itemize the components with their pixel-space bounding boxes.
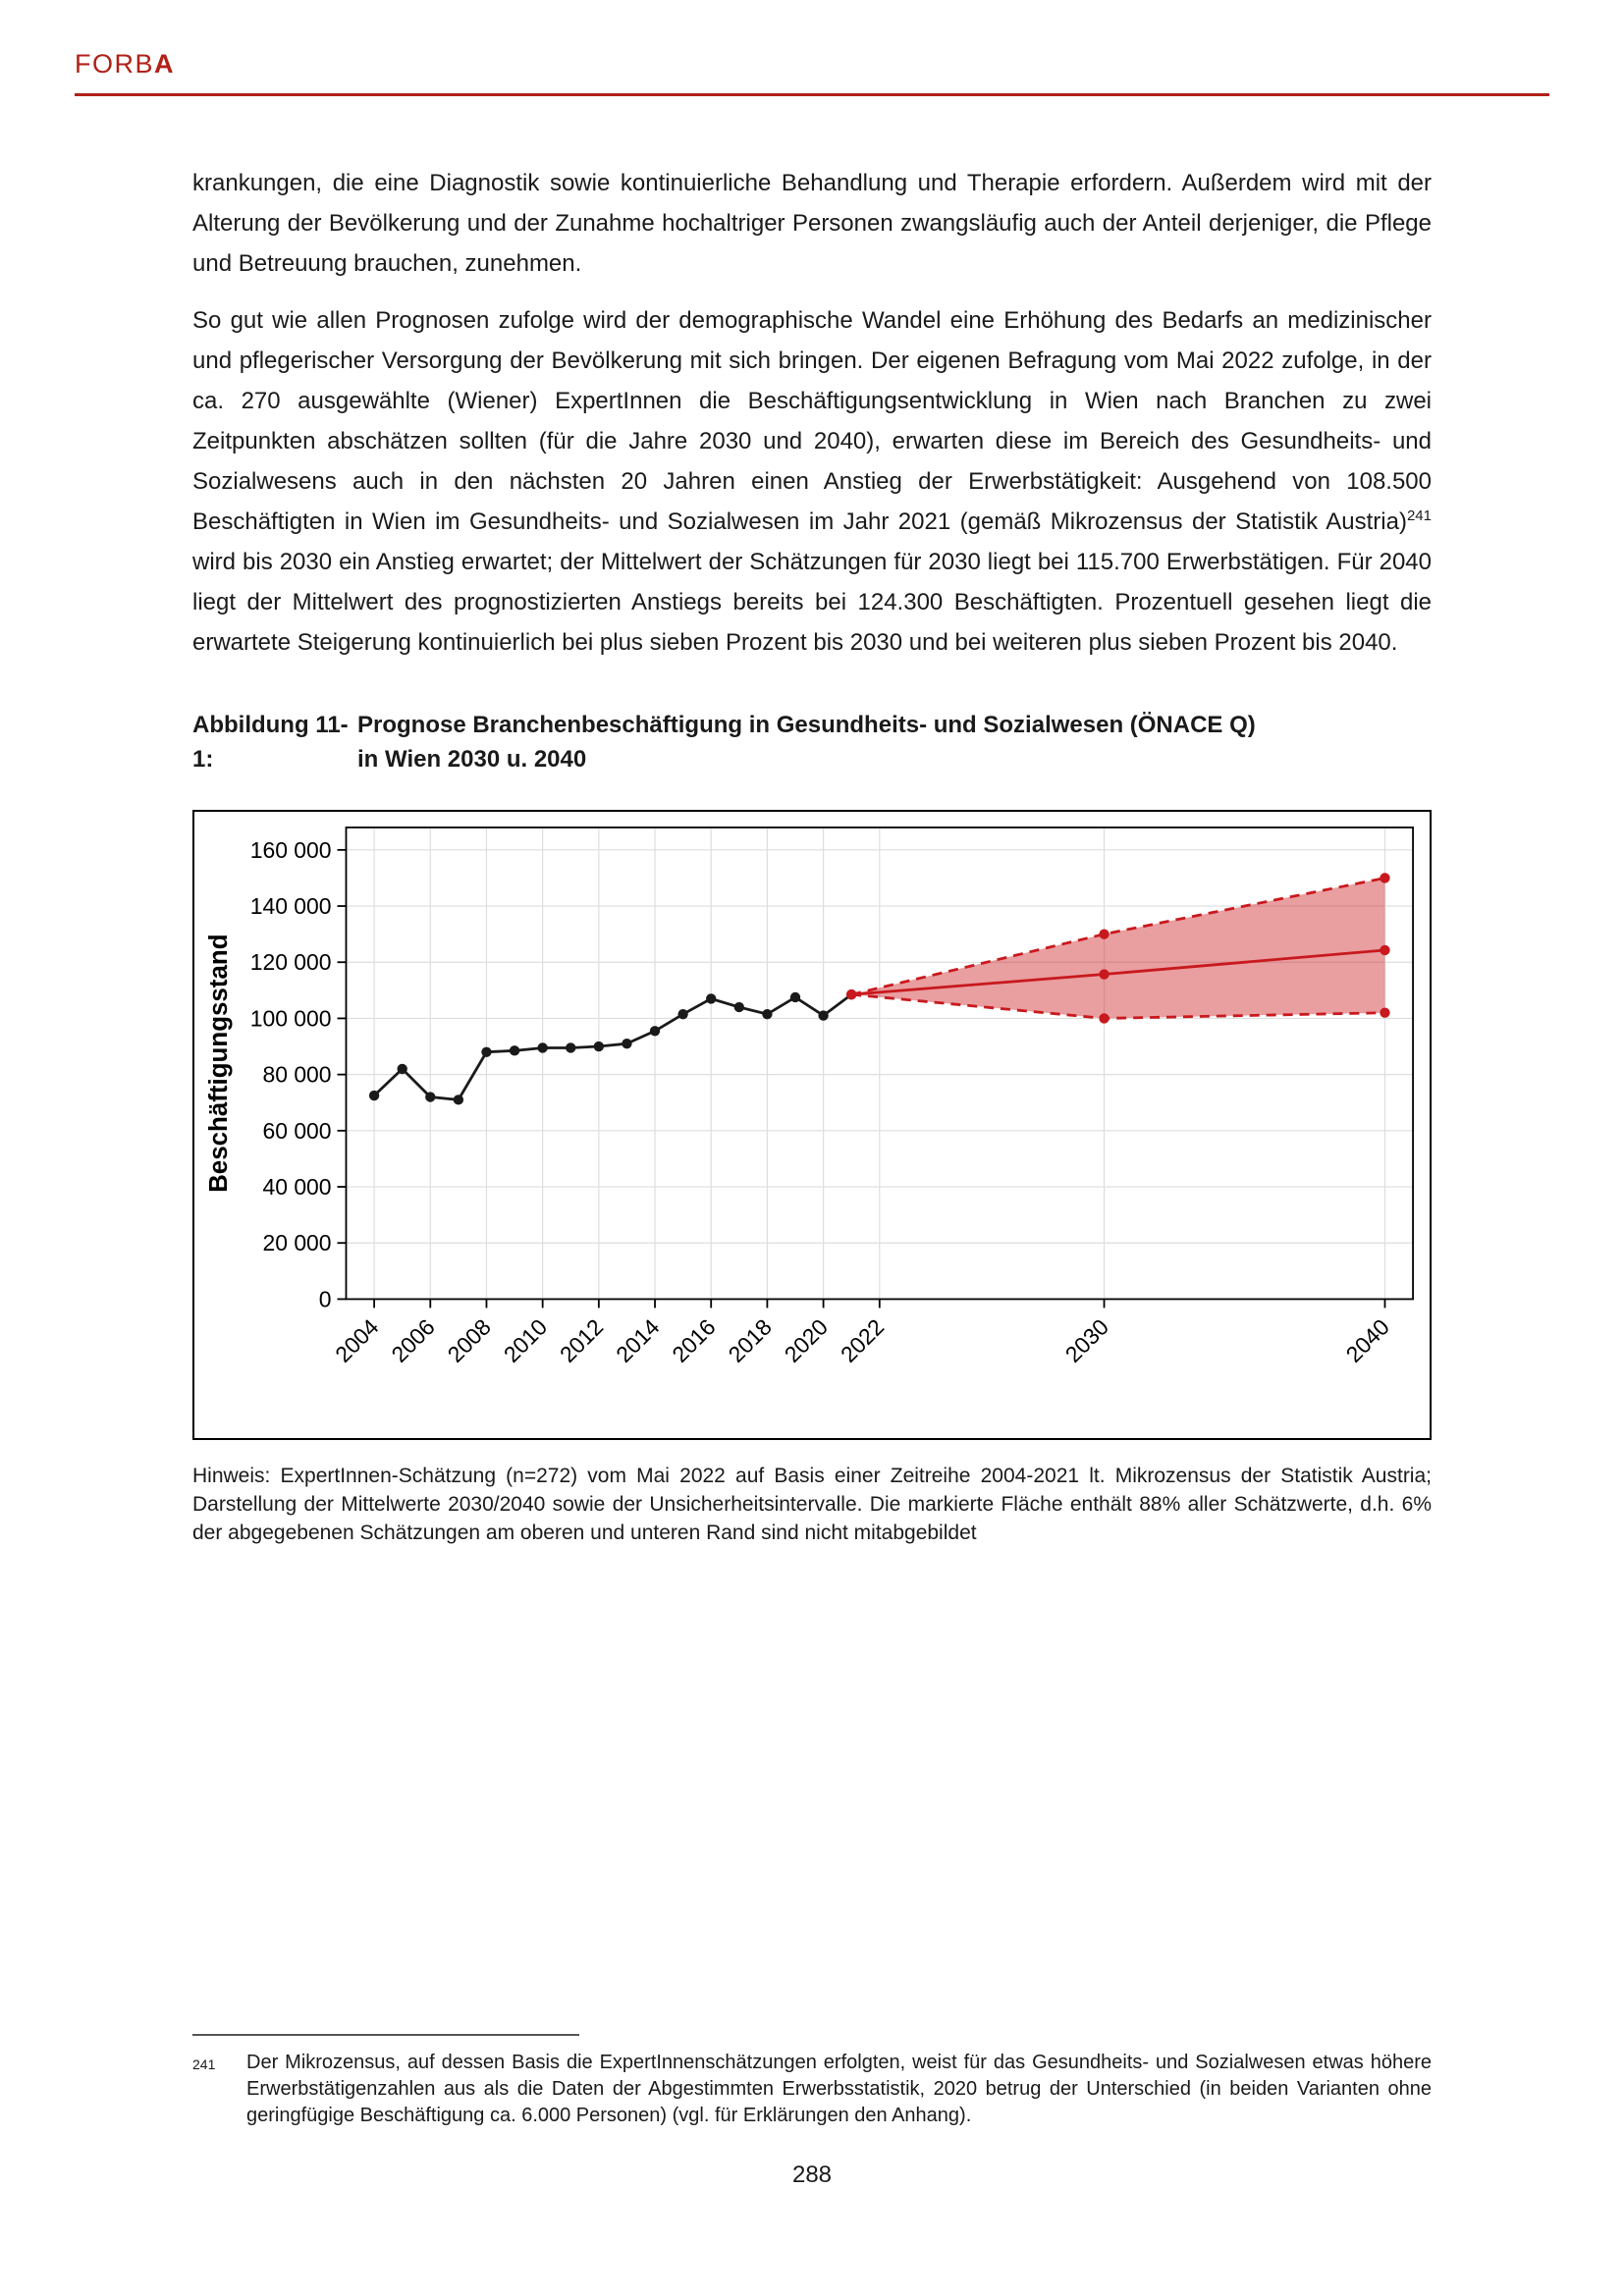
header-rule xyxy=(75,93,1549,96)
brand-prefix: FORB xyxy=(75,49,155,79)
svg-text:2008: 2008 xyxy=(442,1313,496,1367)
paragraph-2 xyxy=(192,300,1432,663)
svg-text:140 000: 140 000 xyxy=(249,893,332,920)
figure-caption-label: Abbildung 11-1: xyxy=(192,712,349,773)
svg-text:2012: 2012 xyxy=(554,1313,609,1367)
svg-text:Beschäftigungsstand: Beschäftigungsstand xyxy=(204,934,233,1193)
employment-forecast-chart xyxy=(196,814,1428,1436)
svg-text:60 000: 60 000 xyxy=(262,1117,332,1144)
paragraph-2-text-b: wird bis 2030 ein Anstieg erwartet; der Mittelwert der Schätzungen für 2030 liegt bei 115.700 Erwerbstätigen. Für 2040 liegt der Mittelwert des prognostizierten Anstiegs bereits bei 124.300 Beschäftigten. Prozentuell gesehen liegt die erwartete Steigerung kontinuierlich bei plus sieben Prozent bis 2030 und bei weiteren plus sieben Prozent bis 2040. xyxy=(192,549,1432,656)
svg-text:2006: 2006 xyxy=(386,1313,440,1367)
figure-box xyxy=(192,810,1432,1440)
paragraph-2-text-a: So gut wie allen Prognosen zufolge wird der demographische Wandel eine Erhöhung des Bedarfs an medizinischer und pflegerischer Versorgung der Bevölkerung mit sich bringen. Der eigenen Befragung vom Mai 2022 zufolge, in der ca. 270 ausgewählte (Wiener) ExpertInnen die Beschäftigungsentwicklung in Wien nach Branchen zu zwei Zeitpunkten abschätzen sollten (für die Jahre 2030 und 2040), erwarten diese im Bereich des Gesundheits- und Sozialwesens auch in den nächsten 20 Jahren einen Anstieg der Erwerbstätigkeit: Ausgehend von 108.500 Beschäftigten in Wien im Gesundheits- und Sozialwesen im Jahr 2021 (gemäß Mikrozensus der Statistik Austria) xyxy=(192,307,1432,535)
figure-caption-line1: Prognose Branchenbeschäftigung in Gesundheits- und Sozialwesen (ÖNACE Q) xyxy=(357,712,1256,738)
svg-text:2030: 2030 xyxy=(1059,1313,1114,1367)
svg-text:2040: 2040 xyxy=(1340,1313,1394,1367)
paragraph-1: krankungen, die eine Diagnostik sowie kontinuierliche Behandlung und Therapie erfordern. Außerdem wird mit der Alterung der Bevölkerung und der Zunahme hochaltriger Personen zwangsläufig auch der Anteil derjeniger, die Pflege und Betreuung brauchen, zunehmen. xyxy=(192,170,1432,277)
figure-caption xyxy=(192,708,1432,776)
footnote-block xyxy=(192,2034,1432,2129)
svg-text:2020: 2020 xyxy=(779,1313,834,1367)
svg-text:20 000: 20 000 xyxy=(262,1230,332,1256)
svg-text:100 000: 100 000 xyxy=(249,1005,332,1032)
footnote-number: 241 xyxy=(192,2056,216,2072)
svg-text:80 000: 80 000 xyxy=(262,1061,332,1088)
footnote-241 xyxy=(192,2050,1432,2129)
footnote-text: Der Mikrozensus, auf dessen Basis die ExpertInnenschätzungen erfolgten, weist für das Gesundheits- und Sozialwesen etwas höhere Erwerbstätigenzahlen aus als die Daten der Abgestimmten Erwerbsstatistik, 2020 betrug der Unterschied (in beiden Varianten ohne geringfügige Beschäftigung ca. 6.000 Personen) (vgl. für Erklärungen den Anhang). xyxy=(246,2052,1432,2126)
page-number: 288 xyxy=(791,2162,833,2188)
svg-text:2004: 2004 xyxy=(330,1313,384,1367)
brand-suffix: A xyxy=(154,49,176,79)
svg-text:160 000: 160 000 xyxy=(249,836,332,863)
main-content xyxy=(192,163,1432,1547)
figure-note: Hinweis: ExpertInnen-Schätzung (n=272) vom Mai 2022 auf Basis einer Zeitreihe 2004-2021 lt. Mikrozensus der Statistik Austria; Darstellung der Mittelwerte 2030/2040 sowie der Unsicherheitsintervalle. Die markierte Fläche enthält 88% aller Schätzwerte, d.h. 6% der abgegebenen Schätzungen am oberen und unteren Rand sind nicht mitabgebildet xyxy=(192,1465,1432,1544)
brand-logo xyxy=(75,49,1549,80)
svg-text:0: 0 xyxy=(318,1286,332,1312)
svg-text:120 000: 120 000 xyxy=(249,949,332,976)
svg-text:2014: 2014 xyxy=(611,1313,665,1367)
svg-text:2010: 2010 xyxy=(498,1313,553,1367)
page-header xyxy=(75,49,1549,96)
svg-text:2018: 2018 xyxy=(723,1313,777,1367)
footnote-separator xyxy=(192,2034,579,2036)
svg-text:2016: 2016 xyxy=(667,1313,721,1367)
figure-caption-line2: in Wien 2030 u. 2040 xyxy=(357,746,587,773)
svg-text:40 000: 40 000 xyxy=(262,1174,332,1201)
figure-caption-text xyxy=(357,708,1432,776)
footnote-reference: 241 xyxy=(1406,507,1432,524)
svg-text:2022: 2022 xyxy=(835,1313,890,1367)
